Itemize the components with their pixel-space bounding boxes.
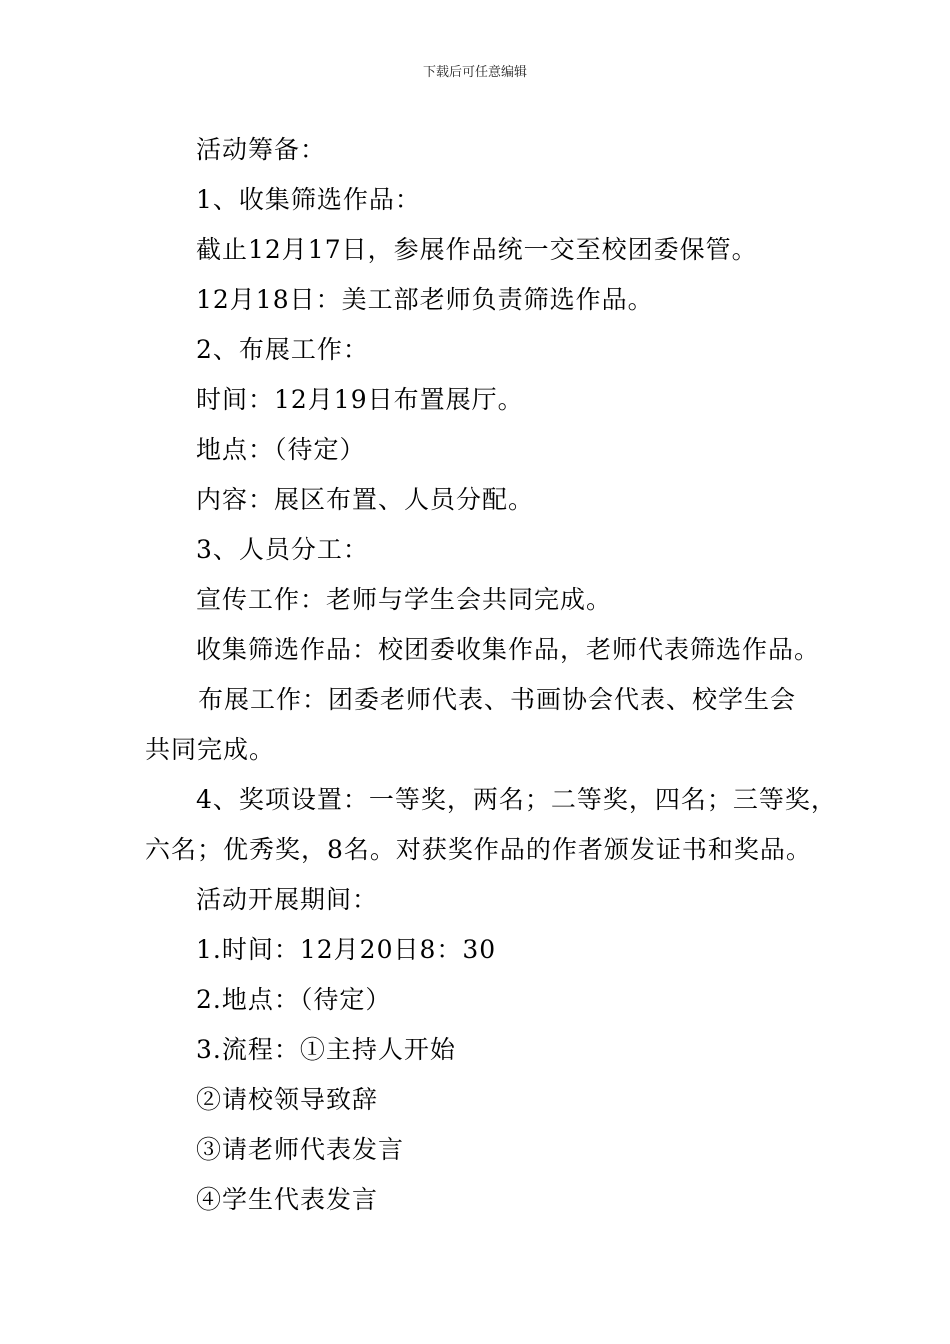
paragraph-line: 布展工作：团委老师代表、书画协会代表、校学生会 <box>198 685 797 714</box>
paragraph-line: 收集筛选作品：校团委收集作品，老师代表筛选作品。 <box>196 635 821 664</box>
paragraph-line: 地点：（待定） <box>196 435 366 464</box>
item-heading-exhibition-setup: 2、布展工作： <box>196 335 369 364</box>
item-heading-collect-works: 1、收集筛选作品： <box>196 185 421 214</box>
item-heading-staff-division: 3、人员分工： <box>196 535 369 564</box>
paragraph-line: 时间：12月19日布置展厅。 <box>196 385 524 414</box>
item-heading-awards: 4、奖项设置：一等奖，两名；二等奖，四名；三等奖， <box>196 785 837 814</box>
paragraph-line: ③请老师代表发言 <box>196 1135 405 1164</box>
paragraph-line: ④学生代表发言 <box>196 1185 379 1214</box>
paragraph-line: 3.流程：①主持人开始 <box>196 1035 456 1064</box>
section-heading-preparation: 活动筹备： <box>196 135 327 164</box>
paragraph-line: 2.地点：（待定） <box>196 985 392 1014</box>
paragraph-line: 内容：展区布置、人员分配。 <box>196 485 535 514</box>
paragraph-line: 12月18日：美工部老师负责筛选作品。 <box>196 285 654 314</box>
paragraph-line: 截止12月17日，参展作品统一交至校团委保管。 <box>196 235 758 264</box>
paragraph-line: ②请校领导致辞 <box>196 1085 379 1114</box>
paragraph-line: 1.时间：12月20日8：30 <box>196 935 497 964</box>
section-heading-activity-period: 活动开展期间： <box>196 885 379 914</box>
paragraph-line-continuation: 共同完成。 <box>145 735 276 764</box>
paragraph-line-continuation: 六名；优秀奖，8名。对获奖作品的作者颁发证书和奖品。 <box>145 835 812 864</box>
page-header: 下载后可任意编辑 <box>422 65 527 80</box>
paragraph-line: 宣传工作：老师与学生会共同完成。 <box>196 585 613 614</box>
